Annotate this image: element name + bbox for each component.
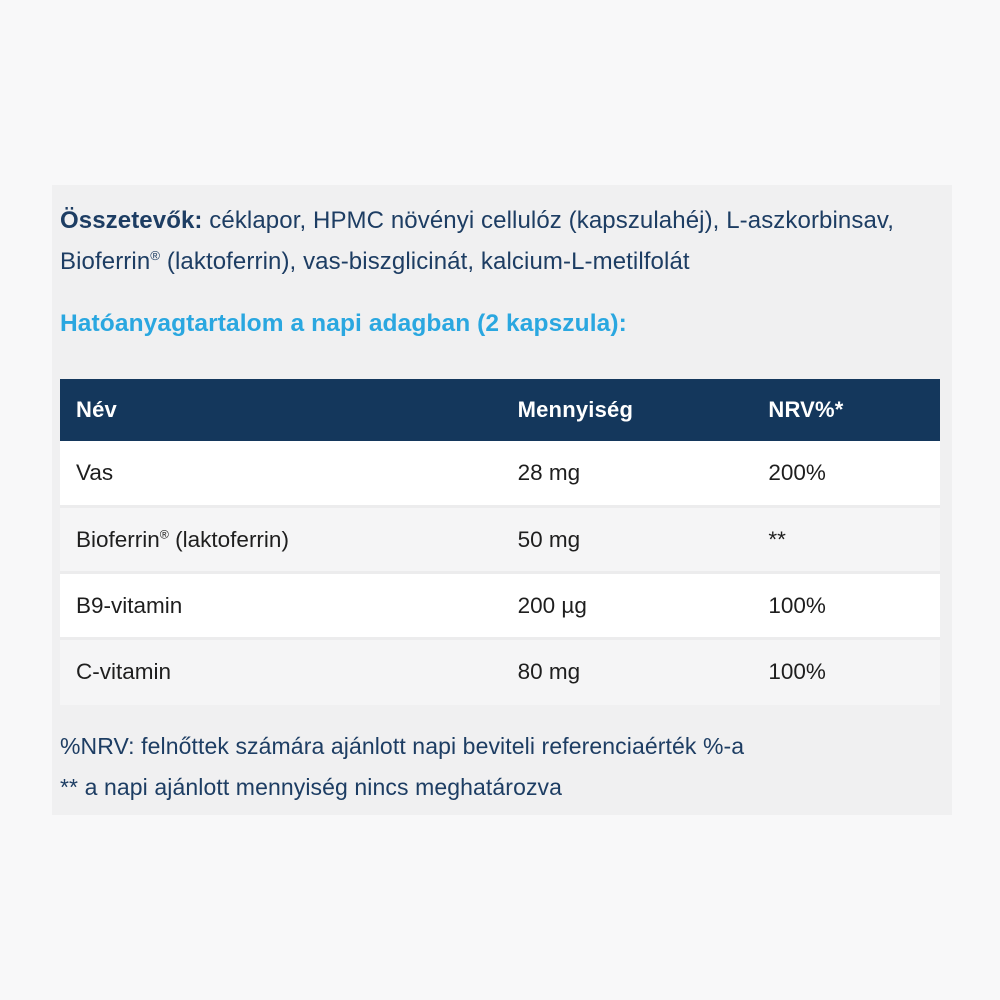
nrv-definition-note: %NRV: felnőttek számára ajánlott napi beviteli referenciaérték %-a	[60, 732, 745, 759]
ingredients-text: céklapor, HPMC növényi cellulóz (kapszulahéj), L-aszkorbinsav, Bioferrin	[60, 207, 894, 276]
nutrition-table	[60, 379, 940, 705]
cell-quantity: 28 mg	[517, 459, 581, 485]
cell-nrv: 200%	[768, 459, 826, 485]
table-row	[60, 507, 940, 573]
nutrition-table-header	[60, 379, 940, 441]
cell-name: C-vitamin	[76, 659, 172, 685]
cell-name: Vas	[76, 459, 114, 485]
footnotes	[60, 733, 940, 801]
column-header-name: Név	[76, 396, 117, 422]
table-row	[60, 639, 940, 705]
cell-nrv: **	[768, 526, 786, 552]
ingredients-label: Összetevők:	[60, 207, 203, 234]
cell-nrv: 100%	[768, 592, 826, 618]
cell-name: Bioferrin® (laktoferrin)	[76, 526, 289, 552]
ingredients-paragraph	[60, 200, 940, 283]
active-ingredients-heading: Hatóanyagtartalom a napi adagban (2 kapszula):	[60, 309, 627, 337]
cell-name: B9-vitamin	[76, 592, 183, 618]
table-row	[60, 573, 940, 639]
column-header-quantity: Mennyiség	[517, 396, 634, 422]
supplement-facts-panel	[52, 185, 952, 815]
header-row	[60, 379, 940, 441]
ingredients-text-continued: (laktoferrin), vas-biszglicinát, kalcium-L-metilfolát	[160, 248, 690, 276]
nutrition-table-body	[60, 441, 940, 705]
no-reference-value-note: ** a napi ajánlott mennyiség nincs meghatározva	[60, 773, 563, 800]
cell-quantity: 50 mg	[517, 526, 581, 552]
cell-quantity: 80 mg	[517, 659, 581, 685]
registered-trademark-mark: ®	[150, 248, 161, 264]
registered-trademark-mark: ®	[159, 527, 169, 542]
cell-nrv: 100%	[768, 659, 826, 685]
column-header-nrv: NRV%*	[768, 396, 844, 422]
table-row	[60, 441, 940, 507]
cell-quantity: 200 µg	[517, 592, 587, 618]
